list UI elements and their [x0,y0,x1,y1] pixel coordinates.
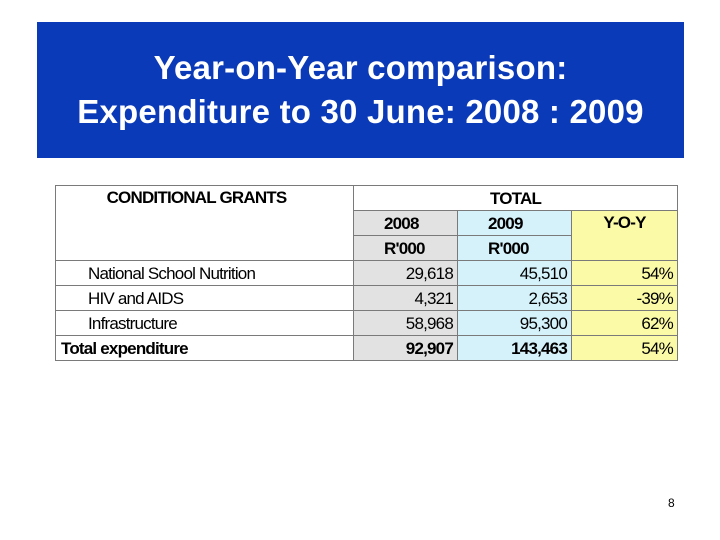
total-header-cell: TOTAL [354,186,678,211]
total-row [56,336,678,361]
header-row-1 [56,186,678,211]
col-2008-unit-header: R'000 [354,236,458,261]
col-2009-year-header: 2009 [458,211,572,236]
value-2009: 45,510 [458,261,572,286]
slide-title-line-1: Year-on-Year comparison: [153,49,568,86]
section-header-cell: CONDITIONAL GRANTS [56,186,354,261]
value-2008: 29,618 [354,261,458,286]
value-yoy: -39% [572,286,678,311]
total-value-2008: 92,907 [354,336,458,361]
total-label: Total expenditure [56,336,354,361]
total-value-yoy: 54% [572,336,678,361]
title-banner [37,22,684,158]
value-yoy: 54% [572,261,678,286]
table-row [56,311,678,336]
page-number: 8 [668,496,675,510]
value-2009: 2,653 [458,286,572,311]
table-row [56,286,678,311]
row-label: National School Nutrition [56,261,354,286]
col-2008-year-header: 2008 [354,211,458,236]
conditional-grants-table [55,185,678,361]
value-2008: 4,321 [354,286,458,311]
value-yoy: 62% [572,311,678,336]
row-label: HIV and AIDS [56,286,354,311]
col-yoy-header: Y-O-Y [572,211,678,261]
total-value-2009: 143,463 [458,336,572,361]
table-row [56,261,678,286]
value-2008: 58,968 [354,311,458,336]
slide-title-line-2: Expenditure to 30 June: 2008 : 2009 [77,93,644,130]
col-2009-unit-header: R'000 [458,236,572,261]
row-label: Infrastructure [56,311,354,336]
value-2009: 95,300 [458,311,572,336]
